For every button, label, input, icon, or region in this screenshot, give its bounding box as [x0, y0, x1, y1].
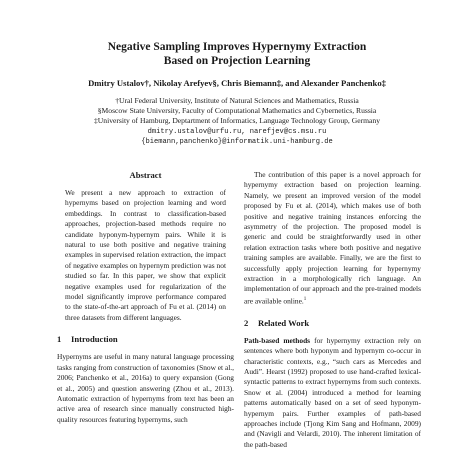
affiliation-moscow: §Moscow State University, Faculty of Computational Mathematics and Cybernetics, Russia: [97, 106, 377, 116]
contribution-text: The contribution of this paper is a novel approach for hypernymy extraction based on projection learning. Namely, we present an improved version of the model proposed by Fu et al. (2014), which makes use of both positive and negative training instances enforcing the asymmetry of the projection. The proposed model is generic and could be straightforwardly used in other relation extraction tasks where both positive and negative training samples are available. Finally, we are the first to successfully apply projection learning for hypernymy extraction in a morphologically rich language. An implementation of our approach and the pre-trained models are available online.: [244, 170, 421, 306]
section-title: Related Work: [258, 317, 310, 328]
footnote-mark: 1: [303, 296, 307, 302]
paper-title: [0, 40, 474, 68]
right-column: [244, 170, 421, 450]
contribution-paragraph: [244, 170, 421, 307]
section-number: 2: [244, 317, 249, 328]
title-line-2: Based on Projection Learning: [163, 55, 311, 67]
title-line-1: Negative Sampling Improves Hypernymy Extraction: [107, 41, 367, 53]
path-based-text: for hypernymy extraction rely on sentences where both hyponym and hypernym co-occur in characteristic contexts, e.g., “such cars as Mercedes and Audi”. Hearst (1992) proposed to use hand-crafted lexical-syntactic patterns to extract hypernyms from such contexts. Snow et al. (2004) introduced a method for learning patterns automatically based on a set of seed hyponym-hypernym pairs. Further examples of path-based approaches include (Tjong Kim Sang and Hofmann, 2009) and (Navigli and Velardi, 2010). The inherent limitation of the path-based: [244, 335, 421, 449]
email-line-1: dmitry.ustalov@urfu.ru, narefjev@cs.msu.ru: [147, 127, 327, 136]
section-title: Introduction: [71, 334, 118, 345]
left-column: [57, 170, 234, 425]
affiliation-hamburg: ‡University of Hamburg, Deptartment of Informatics, Language Technology Group, Germany: [94, 116, 380, 126]
introduction-heading: [57, 334, 234, 344]
affiliations: [0, 96, 474, 147]
author-list: Dmitry Ustalov†, Nikolay Arefyev§, Chris Biemann‡, and Alexander Panchenko‡: [88, 78, 386, 88]
email-line-2: {biemann,panchenko}@informatik.uni-hamburg.de: [141, 137, 333, 146]
related-work-heading: [244, 318, 421, 328]
path-based-lead: Path-based methods: [244, 335, 311, 345]
path-based-paragraph: [244, 336, 421, 450]
introduction-text: Hypernyms are useful in many natural language processing tasks ranging from construction of taxonomies (Snow et al., 2006; Panchenko et al., 2016a) to query expansion (Gong et al., 2005) and question answering (Zhou et al., 2013). Automatic extraction of hypernyms from text has been an active area of research since manually constructed high-quality resources featuring hypernyms, such: [57, 352, 234, 424]
abstract-text: We present a new approach to extraction of hypernyms based on projection learning and word embeddings. In contrast to classification-based approaches, projection-based methods require no candidate hyponym-hypernym pairs. While it is natural to use both positive and negative training examples in supervised relation extraction, the impact of negative examples on hypernym prediction was not studied so far. In this paper, we show that explicit negative examples used for regularization of the model significantly improve performance compared to the state-of-the-art approach of Fu et al. (2014) on three datasets from different languages.: [65, 188, 226, 322]
affiliation-ural: †Ural Federal University, Institute of Natural Sciences and Mathematics, Russia: [115, 96, 359, 105]
section-number: 1: [57, 334, 62, 345]
abstract-heading: Abstract: [129, 170, 162, 180]
